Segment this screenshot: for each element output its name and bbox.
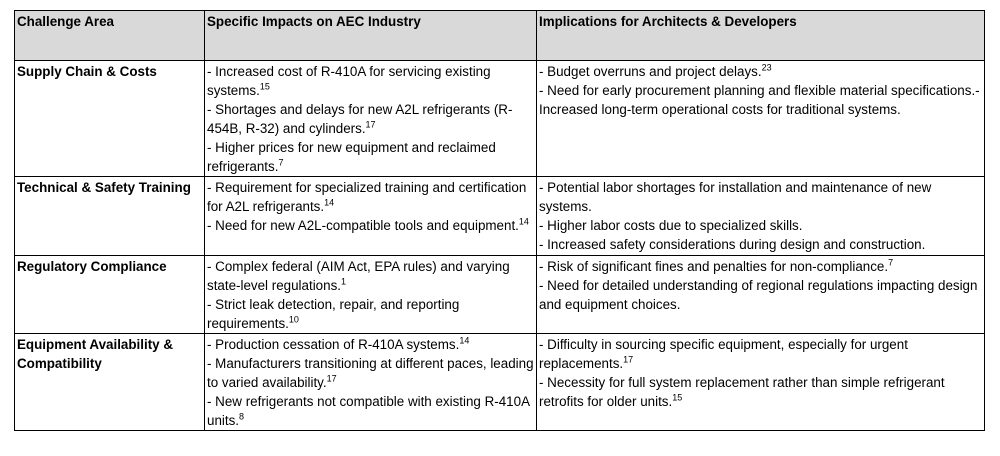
impact-item: - Shortages and delays for new A2L refrigerants (R-454B, R-32) and cylinders.$^{17}$ (207, 102, 513, 136)
challenge-area-cell: Equipment Availability & Compatibility (15, 334, 205, 431)
impact-item: - Strict leak detection, repair, and reporting requirements.$^{10}$ (207, 297, 460, 331)
table-row (15, 256, 985, 334)
impact-item: - New refrigerants not compatible with existing R-410A units.$^8$ (207, 394, 530, 428)
implications-cell (537, 61, 985, 177)
impact-item: - Complex federal (AIM Act, EPA rules) and varying state-level regulations.$^1$ (207, 259, 510, 293)
table-header (15, 11, 985, 61)
reference-marker: 17 (623, 354, 634, 365)
reference-marker: 14 (324, 197, 335, 208)
implication-item: - Increased safety considerations during design and construction. (539, 237, 926, 252)
implication-item: - Higher labor costs due to specialized skills. (539, 218, 803, 233)
challenge-area-cell: Regulatory Compliance (15, 256, 205, 334)
impact-item: - Requirement for specialized training and certification for A2L refrigerants.$^{14}$ (207, 180, 527, 214)
impact-item: - Increased cost of R-410A for servicing existing systems.$^{15}$ (207, 64, 491, 98)
reference-marker: 8 (239, 411, 245, 422)
impacts-cell (205, 256, 537, 334)
reference-marker: 7 (278, 157, 284, 168)
reference-marker: 15 (672, 392, 683, 403)
reference-marker: 7 (888, 257, 894, 268)
implication-item: - Need for detailed understanding of regional regulations impacting design and equipment choices. (539, 278, 978, 312)
reference-marker: 10 (288, 314, 299, 325)
implication-item: - Budget overruns and project delays.$^{23}$ (539, 62, 772, 79)
reference-marker: 1 (340, 276, 346, 287)
header-row (15, 11, 985, 61)
reference-marker: 17 (365, 119, 376, 130)
implication-item: - Difficulty in sourcing specific equipment, especially for urgent replacements.$^{17}$ (539, 337, 908, 371)
reference-marker: 23 (761, 62, 772, 73)
reference-marker: 14 (518, 216, 529, 227)
challenge-area-cell: Technical & Safety Training (15, 177, 205, 256)
document-page (14, 10, 985, 431)
header-implications: Implications for Architects & Developers (537, 11, 985, 61)
impacts-cell (205, 334, 537, 431)
reference-marker: 17 (326, 373, 337, 384)
implication-item: - Risk of significant fines and penalties for non-compliance.$^7$ (539, 257, 894, 274)
impact-item: - Production cessation of R-410A systems.$^{14}$ (207, 335, 470, 352)
implication-item: - Potential labor shortages for installation and maintenance of new systems. (539, 180, 932, 214)
impacts-cell (205, 61, 537, 177)
implication-item: - Need for early procurement planning and flexible material specifications.- Increased long-term operational costs for traditional systems. (539, 83, 980, 117)
header-specific-impacts: Specific Impacts on AEC Industry (205, 11, 537, 61)
impact-item: - Manufacturers transitioning at different paces, leading to varied availability.$^{17}$ (207, 356, 534, 390)
implications-cell (537, 177, 985, 256)
challenges-table (14, 10, 985, 431)
implications-cell (537, 256, 985, 334)
table-row (15, 61, 985, 177)
header-challenge-area: Challenge Area (15, 11, 205, 61)
impact-item: - Higher prices for new equipment and reclaimed refrigerants.$^7$ (207, 140, 496, 174)
implications-cell (537, 334, 985, 431)
implication-item: - Necessity for full system replacement rather than simple refrigerant retrofits for older units.$^{15}$ (539, 375, 945, 409)
impact-item: - Need for new A2L-compatible tools and equipment.$^{14}$ (207, 216, 529, 233)
challenge-area-cell: Supply Chain & Costs (15, 61, 205, 177)
table-row (15, 334, 985, 431)
impacts-cell (205, 177, 537, 256)
table-row (15, 177, 985, 256)
table-body (15, 61, 985, 431)
reference-marker: 15 (259, 81, 270, 92)
reference-marker: 14 (459, 335, 470, 346)
